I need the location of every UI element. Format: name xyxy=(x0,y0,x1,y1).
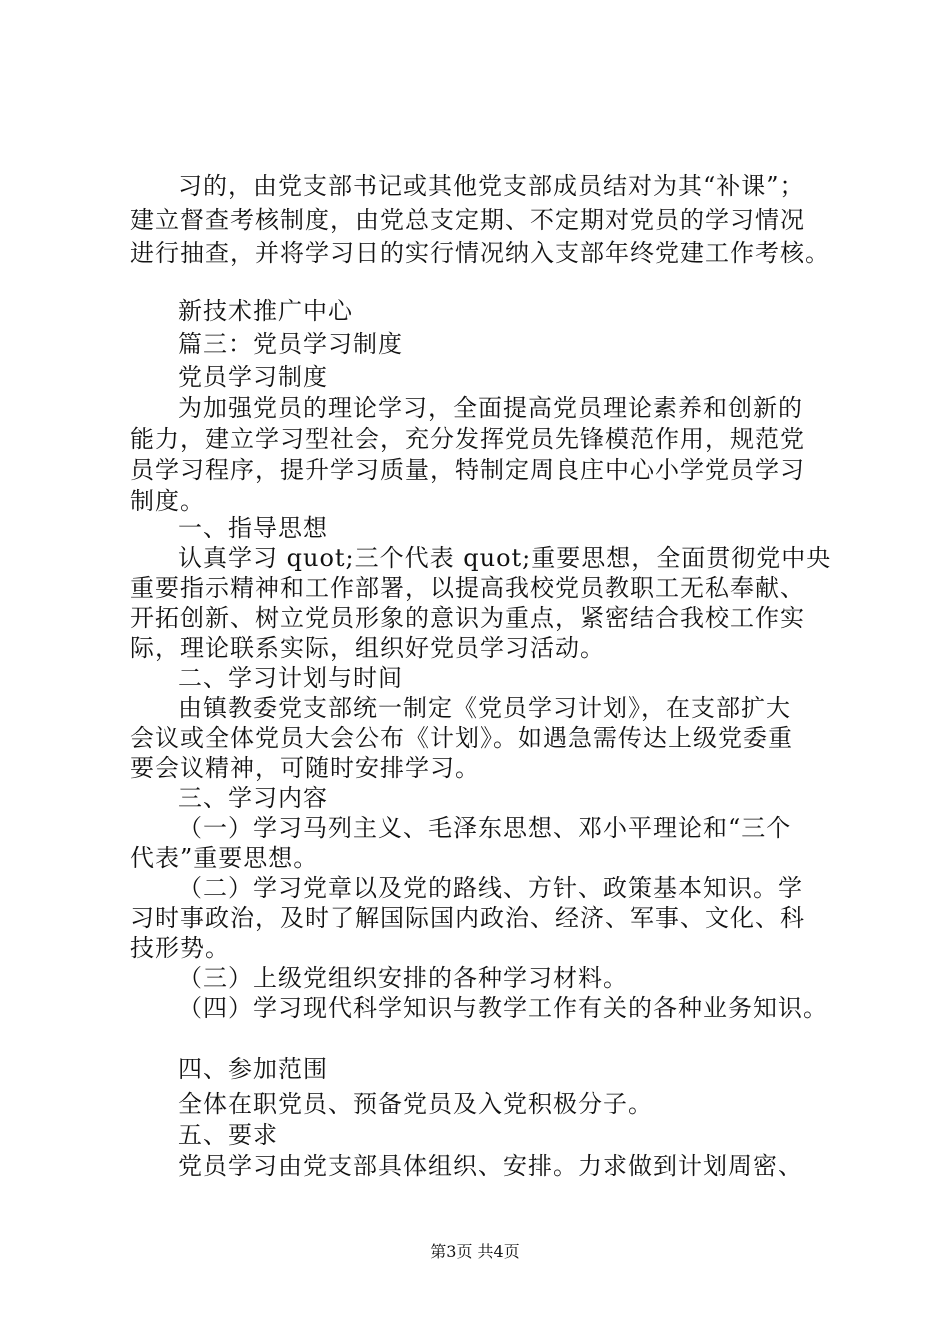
section-title: 篇三：党员学习制度 xyxy=(178,330,403,358)
text-line-31: 党员学习由党支部具体组织、安排。力求做到计划周密、 xyxy=(178,1152,803,1180)
text-line-17: 由镇教委党支部统一制定《党员学习计划》，在支部扩大 xyxy=(178,694,791,722)
heading-study-content: 三、学习内容 xyxy=(178,784,328,812)
text-line-1: 习的，由党支部书记或其他党支部成员结对为其“补课”； xyxy=(178,172,805,200)
text-line-10: 制度。 xyxy=(130,487,205,515)
text-line-2: 建立督查考核制度，由党总支定期、不定期对党员的学习情况 xyxy=(130,206,805,234)
text-line-3: 进行抽查，并将学习日的实行情况纳入支部年终党建工作考核。 xyxy=(130,239,830,267)
text-line-12: 认真学习 quot;三个代表 quot;重要思想，全面贯彻党中央 xyxy=(178,544,832,572)
text-line-7: 为加强党员的理论学习，全面提高党员理论素养和创新的 xyxy=(178,394,803,422)
text-line-26: （三）上级党组织安排的各种学习材料。 xyxy=(178,964,628,992)
text-line-29: 全体在职党员、预备党员及入党积极分子。 xyxy=(178,1090,653,1118)
text-line-9: 员学习程序，提升学习质量，特制定周良庄中心小学党员学习 xyxy=(130,456,805,484)
text-line-22: 代表”重要思想。 xyxy=(130,844,319,872)
text-line-18: 会议或全体党员大会公布《计划》。如遇急需传达上级党委重 xyxy=(130,724,793,752)
text-line-4: 新技术推广中心 xyxy=(178,297,353,325)
text-line-14: 开拓创新、树立党员形象的意识为重点，紧密结合我校工作实 xyxy=(130,604,805,632)
document-title: 党员学习制度 xyxy=(178,363,328,391)
text-line-8: 能力，建立学习型社会，充分发挥党员先锋模范作用，规范党 xyxy=(130,425,805,453)
page-footer: 第3页 共4页 xyxy=(430,1242,520,1261)
heading-plan-time: 二、学习计划与时间 xyxy=(178,664,403,692)
heading-scope: 四、参加范围 xyxy=(178,1055,328,1083)
heading-requirements: 五、要求 xyxy=(178,1121,278,1149)
heading-guiding-thought: 一、指导思想 xyxy=(178,514,328,542)
text-line-13: 重要指示精神和工作部署，以提高我校党员教职工无私奉献、 xyxy=(130,574,805,602)
text-line-23: （二）学习党章以及党的路线、方针、政策基本知识。学 xyxy=(178,874,803,902)
text-line-27: （四）学习现代科学知识与教学工作有关的各种业务知识。 xyxy=(178,994,828,1022)
text-line-24: 习时事政治，及时了解国际国内政治、经济、军事、文化、科 xyxy=(130,904,805,932)
text-line-25: 技形势。 xyxy=(130,934,230,962)
text-line-19: 要会议精神，可随时安排学习。 xyxy=(130,754,480,782)
text-line-21: （一）学习马列主义、毛泽东思想、邓小平理论和“三个 xyxy=(178,814,792,842)
text-line-15: 际，理论联系实际，组织好党员学习活动。 xyxy=(130,634,605,662)
